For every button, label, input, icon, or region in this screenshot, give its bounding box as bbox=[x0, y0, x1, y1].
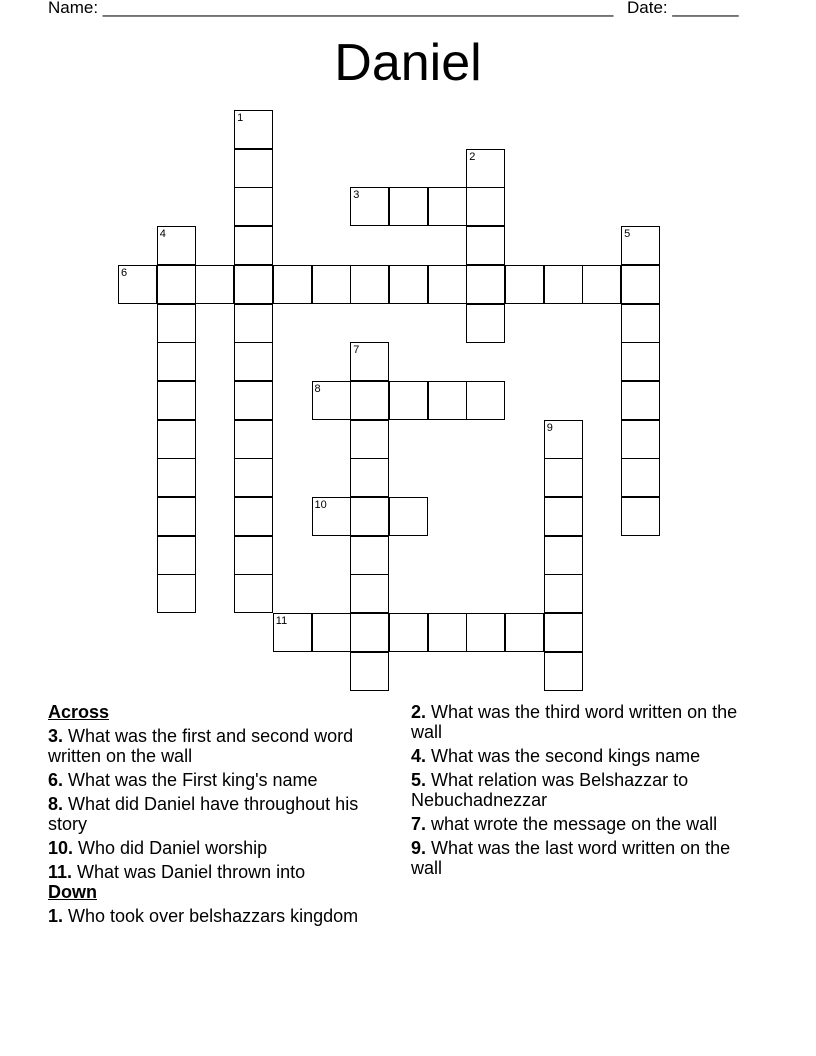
crossword-cell[interactable] bbox=[157, 342, 196, 381]
crossword-cell[interactable] bbox=[544, 458, 583, 497]
clue-number: 1 bbox=[237, 112, 244, 124]
crossword-cell[interactable] bbox=[544, 420, 583, 459]
crossword-cell[interactable] bbox=[157, 536, 196, 575]
crossword-cell[interactable] bbox=[466, 381, 505, 420]
crossword-cell[interactable] bbox=[234, 381, 273, 420]
clue-item-text: What was the last word written on the wall bbox=[411, 838, 731, 878]
crossword-cell[interactable] bbox=[621, 381, 660, 420]
clue-item-text: What was Daniel thrown into bbox=[72, 862, 306, 882]
crossword-cell[interactable] bbox=[157, 265, 196, 304]
crossword-cell[interactable] bbox=[621, 497, 660, 536]
crossword-cell[interactable] bbox=[234, 110, 273, 149]
clue-number: 7 bbox=[353, 344, 360, 357]
crossword-cell[interactable] bbox=[544, 574, 583, 613]
crossword-cell[interactable] bbox=[350, 265, 389, 304]
crossword-cell[interactable] bbox=[118, 265, 157, 304]
crossword-cell[interactable] bbox=[273, 613, 312, 652]
clue-item bbox=[48, 862, 378, 882]
crossword-cell[interactable] bbox=[234, 226, 273, 265]
clue-number: 5 bbox=[624, 228, 631, 241]
crossword-cell[interactable] bbox=[157, 381, 196, 420]
crossword-cell[interactable] bbox=[157, 497, 196, 536]
crossword-cell[interactable] bbox=[544, 613, 583, 652]
clue-item-number: 11. bbox=[48, 862, 73, 882]
crossword-cell[interactable] bbox=[466, 265, 505, 304]
name-field-label: Name: ______________________________________________________ bbox=[48, 0, 614, 17]
clue-item bbox=[411, 770, 741, 810]
crossword-cell[interactable] bbox=[234, 342, 273, 381]
clue-item-text: What did Daniel have throughout his story bbox=[48, 794, 359, 834]
crossword-cell[interactable] bbox=[312, 265, 351, 304]
crossword-cell[interactable] bbox=[234, 458, 273, 497]
crossword-cell[interactable] bbox=[350, 613, 389, 652]
crossword-cell[interactable] bbox=[428, 381, 467, 420]
crossword-cell[interactable] bbox=[389, 613, 428, 652]
crossword-cell[interactable] bbox=[350, 458, 389, 497]
clue-number: 11 bbox=[275, 615, 288, 628]
crossword-cell[interactable] bbox=[389, 381, 428, 420]
clue-item-text: What was the third word written on the wall bbox=[411, 702, 738, 742]
clue-item-text: What was the First king's name bbox=[63, 770, 318, 790]
crossword-cell[interactable] bbox=[621, 265, 660, 304]
down-heading: Down bbox=[48, 882, 97, 902]
clue-number: 3 bbox=[353, 189, 360, 202]
crossword-cell[interactable] bbox=[621, 226, 660, 265]
crossword-cell[interactable] bbox=[157, 574, 196, 613]
crossword-cell[interactable] bbox=[505, 613, 544, 652]
crossword-cell[interactable] bbox=[621, 342, 660, 381]
crossword-cell[interactable] bbox=[157, 304, 196, 343]
clue-item-number: 10. bbox=[48, 838, 74, 858]
clue-number: 10 bbox=[314, 499, 327, 511]
crossword-cell[interactable] bbox=[582, 265, 621, 304]
crossword-cell[interactable] bbox=[505, 265, 544, 304]
clue-item-text: Who did Daniel worship bbox=[73, 838, 268, 858]
crossword-cell[interactable] bbox=[428, 265, 467, 304]
crossword-cell[interactable] bbox=[195, 265, 234, 304]
down-clue-list-part1 bbox=[48, 906, 378, 926]
crossword-cell[interactable] bbox=[234, 187, 273, 226]
crossword-cell[interactable] bbox=[621, 458, 660, 497]
crossword-cell[interactable] bbox=[157, 458, 196, 497]
clues-column-right bbox=[411, 702, 741, 882]
clue-number: 6 bbox=[121, 266, 128, 279]
crossword-cell[interactable] bbox=[350, 652, 389, 691]
crossword-cell[interactable] bbox=[621, 420, 660, 459]
clue-item bbox=[48, 726, 378, 766]
clue-item-number: 4. bbox=[411, 746, 427, 766]
clue-item-text: What was the first and second word written on the wall bbox=[48, 726, 354, 766]
clue-item bbox=[48, 794, 378, 834]
crossword-cell[interactable] bbox=[350, 420, 389, 459]
crossword-cell[interactable] bbox=[312, 613, 351, 652]
clue-item-number: 5. bbox=[411, 770, 427, 790]
clue-item bbox=[48, 838, 378, 858]
crossword-cell[interactable] bbox=[466, 226, 505, 265]
crossword-cell[interactable] bbox=[234, 574, 273, 613]
crossword-cell[interactable] bbox=[466, 304, 505, 343]
clue-item-text: What relation was Belshazzar to Nebuchadnezzar bbox=[411, 770, 689, 810]
crossword-cell[interactable] bbox=[350, 381, 389, 420]
page-title: Daniel bbox=[334, 34, 482, 92]
crossword-cell[interactable] bbox=[234, 304, 273, 343]
crossword-cell[interactable] bbox=[157, 226, 196, 265]
clue-item-number: 9. bbox=[411, 838, 427, 858]
crossword-cell[interactable] bbox=[312, 381, 351, 420]
clue-item bbox=[411, 702, 741, 742]
crossword-cell[interactable] bbox=[544, 536, 583, 575]
clue-number: 8 bbox=[314, 382, 321, 395]
crossword-cell[interactable] bbox=[544, 265, 583, 304]
crossword-cell[interactable] bbox=[389, 265, 428, 304]
clue-number: 2 bbox=[469, 150, 476, 163]
crossword-cell[interactable] bbox=[350, 187, 389, 226]
crossword-cell[interactable] bbox=[389, 187, 428, 226]
clue-item-number: 6. bbox=[48, 770, 64, 790]
down-clue-list-part2 bbox=[411, 702, 741, 878]
crossword-cell[interactable] bbox=[312, 497, 351, 536]
clue-item bbox=[411, 746, 741, 766]
clue-item bbox=[48, 770, 378, 790]
clue-number: 9 bbox=[546, 421, 553, 434]
crossword-cell[interactable] bbox=[428, 613, 467, 652]
clue-number: 4 bbox=[159, 228, 166, 241]
crossword-cell[interactable] bbox=[621, 304, 660, 343]
crossword-cell[interactable] bbox=[234, 149, 273, 188]
crossword-cell[interactable] bbox=[234, 420, 273, 459]
clue-item bbox=[411, 838, 741, 878]
across-heading: Across bbox=[48, 702, 110, 722]
crossword-cell[interactable] bbox=[389, 497, 428, 536]
crossword-cell[interactable] bbox=[544, 652, 583, 691]
crossword-cell[interactable] bbox=[234, 265, 273, 304]
clue-item-number: 1. bbox=[48, 906, 64, 926]
crossword-cell[interactable] bbox=[234, 536, 273, 575]
date-field-label: Date: _______ bbox=[627, 0, 739, 17]
crossword-cell[interactable] bbox=[273, 265, 312, 304]
clue-item-number: 2. bbox=[411, 702, 427, 722]
crossword-cell[interactable] bbox=[544, 497, 583, 536]
clue-item-text: what wrote the message on the wall bbox=[426, 814, 718, 834]
clue-item-number: 7. bbox=[411, 814, 427, 834]
crossword-cell[interactable] bbox=[350, 342, 389, 381]
crossword-cell[interactable] bbox=[466, 149, 505, 188]
clue-item-number: 3. bbox=[48, 726, 64, 746]
clue-item bbox=[411, 814, 741, 834]
crossword-cell[interactable] bbox=[350, 497, 389, 536]
clue-item bbox=[48, 906, 378, 926]
across-clue-list bbox=[48, 726, 378, 882]
crossword-cell[interactable] bbox=[466, 613, 505, 652]
crossword-cell[interactable] bbox=[234, 497, 273, 536]
clue-item-text: What was the second kings name bbox=[426, 746, 701, 766]
crossword-cell[interactable] bbox=[157, 420, 196, 459]
crossword-cell[interactable] bbox=[350, 574, 389, 613]
clue-item-number: 8. bbox=[48, 794, 64, 814]
clues-column-left bbox=[48, 702, 378, 930]
clue-item-text: Who took over belshazzars kingdom bbox=[63, 906, 359, 926]
crossword-cell[interactable] bbox=[466, 187, 505, 226]
crossword-cell[interactable] bbox=[350, 536, 389, 575]
crossword-cell[interactable] bbox=[428, 187, 467, 226]
